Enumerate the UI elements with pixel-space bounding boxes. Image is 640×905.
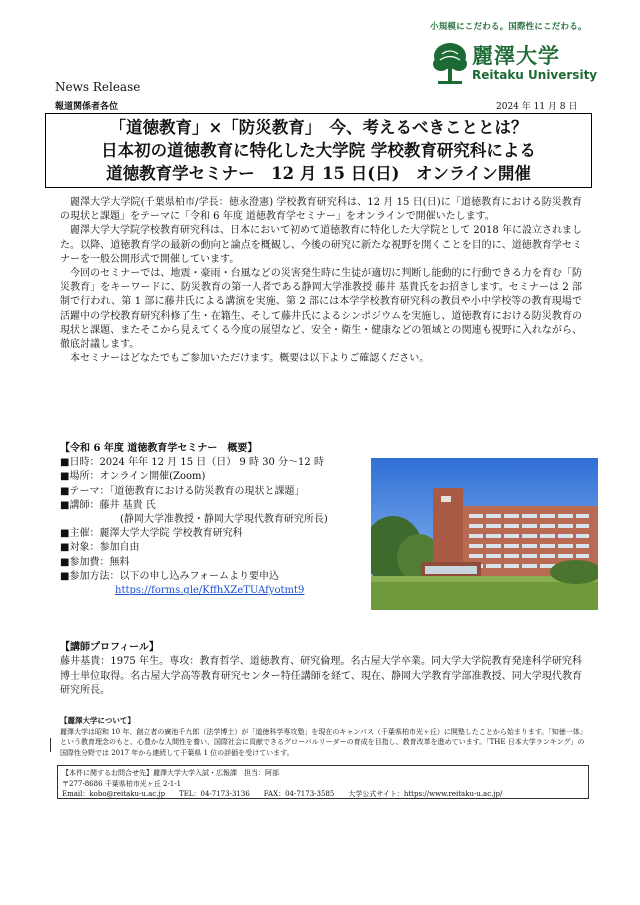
tree-logo-icon [432, 42, 468, 86]
overview-place: ■場所：オンライン開催(Zoom) [60, 471, 206, 483]
body-paragraph: 本セミナーはどなたでもご参加いただけます。概要は以下よりご確認ください。 [70, 353, 430, 365]
profile-text: 藤井基貴：1975 年生。専攻：教育哲学、道徳教育、研究倫理。名古屋大学卒業。同大学大学院教育発達科学研究科博士単位取得。名古屋大学高等教育研究センター特任講師を経て、現在、静岡大学教育学部准教授、同大学現代教育研究所長。 [60, 656, 582, 697]
body-paragraph: 今回のセミナーでは、地震・豪雨・台風などの災害発生時に生徒が適切に判断し能動的に行動できる力を育む「防災教育」をキーワードに、防災教育の第一人者である静岡大学准教授 藤井 基貴氏をお招きします。セミナーは 2 部制で行われ、第 1 部に藤井氏による講演を実施、第 2 部には本学学校教育研究科の教員や小中学校等の教育現場で活躍中の学校教育研究科修了生・在籍生、そして藤井氏によるシンポジウムを実施し、道徳教育における防災教育の現状と課題、またそこから見えてくる今度の展望など、安全・衛生・健康などの領域との関連も視野に入れながら、徹底討議します。 [60, 268, 582, 351]
about-university [60, 716, 590, 758]
release-date: 2024 年 11 月 8 日 [496, 102, 578, 112]
body-text [60, 196, 582, 366]
overview-theme: ■テーマ：「道徳教育における防災教育の現状と課題」 [60, 485, 305, 497]
body-paragraph: 麗澤大学大学院学校教育研究科は、日本において初めて道徳教育に特化した大学院として 2018 年に設立されました。以降、道徳教育学の最新の動向と論点を概観し、今後の研究に新たな視野を開くことを目的に、道徳教育学セミナーを一般公開形式で開催しています。 [60, 225, 582, 265]
overview-method: ■参加方法：以下の申し込みフォームより要申込 [60, 570, 279, 582]
logo-english-name: Reitaku University [472, 68, 598, 82]
headline-line-3: 道徳教育学セミナー 12 月 15 日(日) オンライン開催 [106, 164, 531, 183]
body-paragraph: 麗澤大学大学院(千葉県柏市/学長：徳永澄憲) 学校教育研究科は、12 月 15 日(日)に「道徳教育における防災教育の現状と課題」をテーマに「令和 6 年度 道徳教育学セミナー」をオンラインで開催いたします。 [60, 197, 582, 223]
contact-box [57, 765, 589, 799]
registration-form-link[interactable]: https://forms.gle/KffhXZeTUAfyotmt9 [115, 585, 305, 597]
about-text: 麗澤大学は昭和 10 年、創立者の廣池千九郎（法学博士）が「道徳科学専攻塾」を現在のキャンパス（千葉県柏市光ヶ丘）に開塾したことから始まります。「知徳一体」という教育理念のもと、心豊かな人間性を養い、国際社会に貢献できるグローバルリーダーの育成を目指し、教育改革を進めています。「THE 日本大学ランキング」の国際性分野では 2017 年から連続して千葉県 1 位の評価を受けています。 [60, 727, 587, 757]
contact-line-3: Email：kobo@reitaku-u.ac.jp TEL：04-7173-3136 FAX：04-7173-3585 大学公式サイト：https://www.reitaku-u.ac.jp/ [62, 790, 503, 798]
lecturer-profile [60, 641, 582, 699]
addressee: 報道関係者各位 [55, 102, 119, 112]
campus-building-photo [371, 458, 598, 610]
news-release-label: News Release [55, 80, 141, 94]
overview-date: ■日時：2024 年年 12 月 15 日（日） 9 時 30 分～12 時 [60, 457, 324, 469]
headline-box [45, 113, 592, 188]
headline-line-1: 「道徳教育」×「防災教育」 今、考えるべきこととは？ [109, 118, 528, 137]
overview-target: ■対象：参加自由 [60, 542, 140, 554]
overview-fee: ■参加費：無料 [60, 556, 130, 568]
university-logo [432, 40, 597, 90]
logo-japanese-name: 麗澤大学 [472, 44, 560, 68]
tagline: 小規模にこだわる。国際性にこだわる。 [430, 22, 587, 32]
overview-lecturer: ■講師：藤井 基貴 氏 [60, 499, 156, 511]
overview-organizer: ■主催：麗澤大学大学院 学校教育研究科 [60, 528, 243, 540]
headline-line-2: 日本初の道徳教育に特化した大学院 学校教育研究科による [101, 141, 536, 160]
profile-title: 【講師プロフィール】 [60, 642, 159, 653]
about-title: 【麗澤大学について】 [60, 716, 135, 725]
contact-line-2: 〒277-8686 千葉県柏市光ヶ丘 2-1-1 [62, 779, 182, 788]
margin-mark [50, 738, 51, 752]
contact-line-1: 【本件に関するお問合せ先】麗澤大学大学入試・広報課 担当：阿部 [62, 769, 279, 777]
overview-title: 【令和 6 年度 道徳教育学セミナー 概要】 [60, 443, 258, 454]
seminar-overview [60, 442, 370, 598]
overview-lecturer-affiliation: (静岡大学准教授・静岡大学現代教育研究所長) [120, 514, 328, 526]
